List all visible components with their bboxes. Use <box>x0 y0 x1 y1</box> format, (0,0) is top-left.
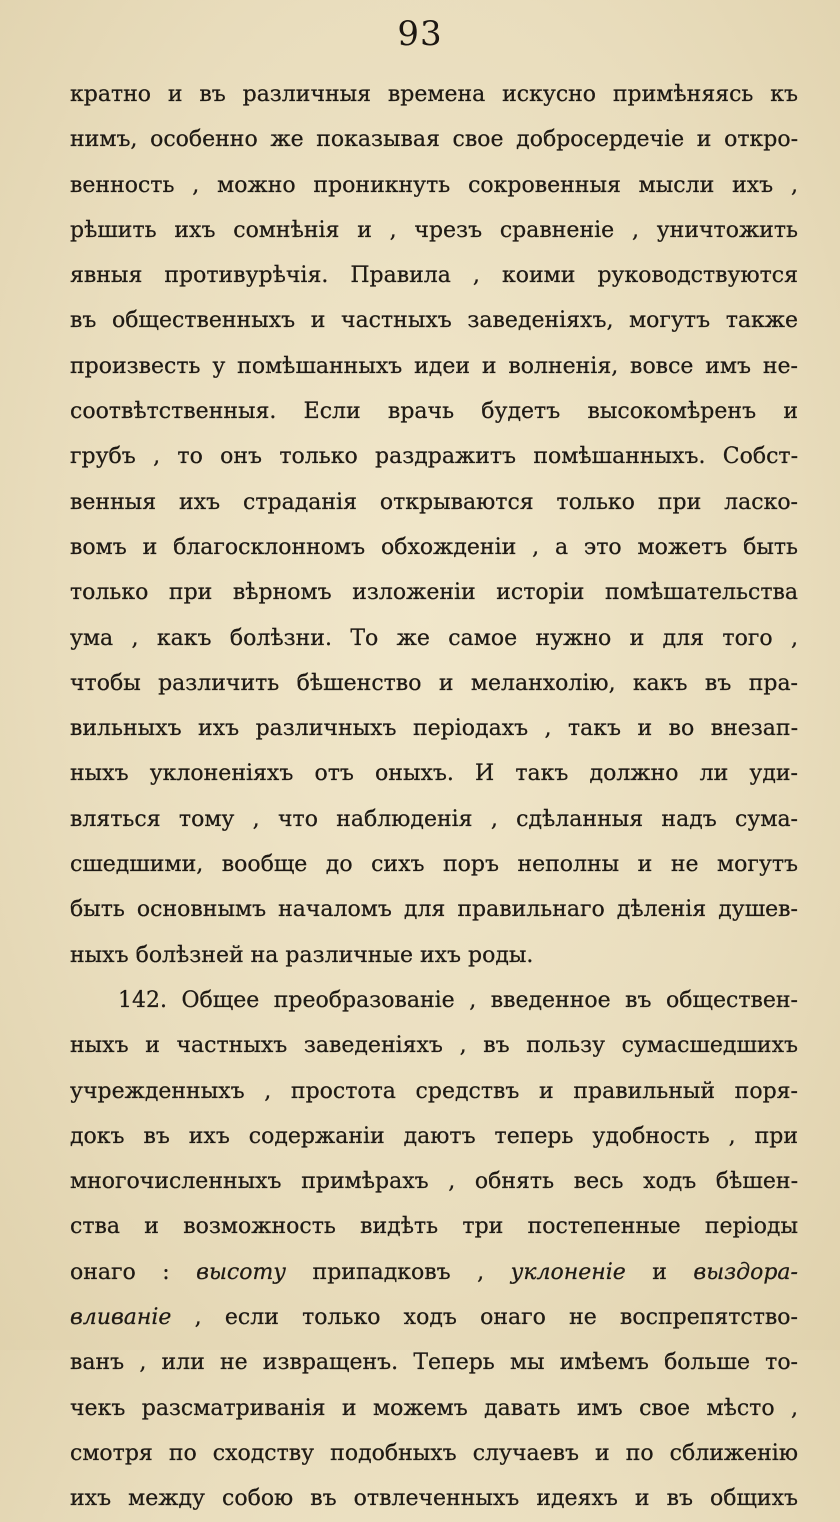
text-line: ныхъ уклоненіяхъ отъ оныхъ. И такъ должно ли уди- <box>70 761 798 787</box>
text-line: явныя противурѣчія. Правила , коими руководствуются <box>70 263 798 289</box>
text-line: быть основнымъ началомъ для правильнаго дѣленія душев- <box>70 897 798 923</box>
text-line: ванъ , или не извращенъ. Теперь мы имѣемъ больше то- <box>70 1350 798 1376</box>
text-run: , если только ходъ онаго не воспрепятство- <box>194 1305 798 1331</box>
text-line: чтобы различить бѣшенство и меланхолію, какъ въ пра- <box>70 670 798 696</box>
text-line: нимъ, особенно же показывая свое добросердечіе и откро- <box>70 127 798 153</box>
emphasis-term: выздора- <box>693 1259 798 1285</box>
body-text <box>70 72 798 1522</box>
text-line: рѣшить ихъ сомнѣнія и , чрезъ сравненіе , уничтожить <box>70 217 798 243</box>
text-line: кратно и въ различныя времена искусно примѣняясь къ <box>70 82 798 107</box>
text-line: вильныхъ ихъ различныхъ періодахъ , такъ и во внезап- <box>70 716 798 742</box>
text-line: сшедшими, вообще до сихъ поръ неполны и не могутъ <box>70 852 798 878</box>
text-line: ума , какъ болѣзни. То же самое нужно и для того , <box>70 625 798 651</box>
text-line: только при вѣрномъ изложеніи исторіи помѣшательства <box>70 580 798 606</box>
text-line: 142. Общее преобразованіе , введенное въ обществен- <box>118 987 798 1013</box>
text-line: венныя ихъ страданія открываются только при ласко- <box>70 489 798 515</box>
text-line: ства и возможность видѣть три постепенные періоды <box>70 1214 798 1240</box>
text-line: въ общественныхъ и частныхъ заведеніяхъ, могутъ также <box>70 308 798 334</box>
text-line: чекъ разсматриванія и можемъ давать имъ свое мѣсто , <box>70 1395 798 1421</box>
paragraph-2 <box>70 978 798 1522</box>
text-line: соотвѣтственныя. Если врачь будетъ высокомѣренъ и <box>70 399 798 425</box>
text-line: докъ въ ихъ содержаніи даютъ теперь удобность , при <box>70 1123 798 1149</box>
text-line: вомъ и благосклонномъ обхожденіи , а это можетъ быть <box>70 534 798 560</box>
paragraph-1 <box>70 72 798 978</box>
text-run: припадковъ , <box>312 1259 485 1285</box>
text-line: ныхъ болѣзней на различные ихъ роды. <box>70 942 534 968</box>
text-line: произвесть у помѣшанныхъ идеи и волненія, вовсе имъ не- <box>70 353 798 379</box>
emphasis-term: вливаніе <box>70 1305 172 1331</box>
text-line: вляться тому , что наблюденія , сдѣланныя надъ сума- <box>70 806 798 832</box>
text-line: венность , можно проникнуть сокровенныя мысли ихъ , <box>70 172 798 198</box>
emphasis-term: высоту <box>196 1259 287 1285</box>
emphasis-term: уклоненіе <box>510 1259 626 1285</box>
text-line: ихъ между собою въ отвлеченныхъ идеяхъ и въ общихъ <box>70 1486 798 1512</box>
text-run: и <box>652 1259 667 1285</box>
page-number: 93 <box>397 14 443 54</box>
text-run: онаго : <box>70 1259 170 1285</box>
text-line: учрежденныхъ , простота средствъ и правильный поря- <box>70 1078 798 1104</box>
text-line: грубъ , то онъ только раздражитъ помѣшанныхъ. Собст- <box>70 444 798 470</box>
text-line: многочисленныхъ примѣрахъ , обнять весь ходъ бѣшен- <box>70 1169 798 1195</box>
text-line: смотря по сходству подобныхъ случаевъ и по сближенію <box>70 1440 798 1466</box>
text-line: ныхъ и частныхъ заведеніяхъ , въ пользу сумасшедшихъ <box>70 1033 798 1059</box>
text-line-with-emphasis <box>70 1295 798 1340</box>
text-line-with-emphasis <box>70 1250 798 1295</box>
